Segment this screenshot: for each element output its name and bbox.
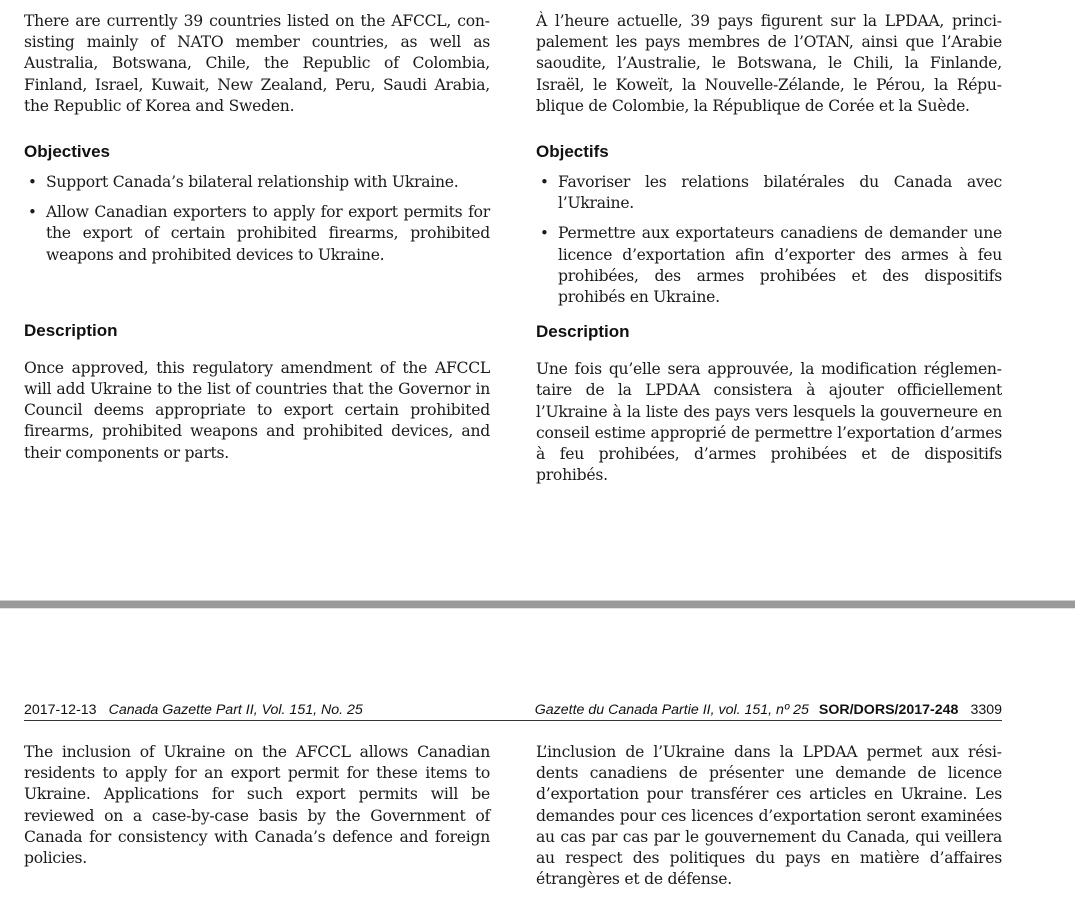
bullet-icon: • <box>540 224 549 243</box>
english-column-lower <box>24 742 490 869</box>
gazette-title-fr: Gazette du Canada Partie II, vol. 151, nº 25 <box>534 702 809 718</box>
objectives-list-fr <box>536 172 1002 308</box>
french-column-upper <box>536 11 1002 486</box>
registration-number: SOR/DORS/2017-248 <box>818 702 959 718</box>
inclusion-paragraph-fr: L’inclusion de l’Ukraine dans la LPDAA permet aux résidents canadiens de présenter une demande de licence d’exportation pour transférer ces articles en Ukraine. Les demandes pour ces licences d’exportation seront examinées au cas par cas par le gouvernement du Canada, qui veillera au respect des politiques du pays en matière d’affaires étrangères et de défense. <box>536 743 1002 889</box>
objective-text: Favoriser les relations bilatérales du Canada avec l’Ukraine. <box>558 173 1002 213</box>
gazette-title-en: Canada Gazette Part II, Vol. 151, No. 25 <box>108 702 363 718</box>
english-column-upper <box>24 11 490 464</box>
inclusion-paragraph-en: The inclusion of Ukraine on the AFCCL allows Canadian residents to apply for an export permit for these items to Ukraine. Applications for such export permits will be reviewed on a case-by-case basis by the Government of Canada for consistency with Canada’s defence and foreign policies. <box>24 743 490 868</box>
intro-paragraph-fr: À l’heure actuelle, 39 pays figurent sur la LPDAA, principalement les pays membres de l’OTAN, ainsi que l’Arabie saoudite, l’Australie, le Botswana, le Chili, la Finlande, Israël, le Koweït, la Nouvelle-Zélande, le Pérou, la République de Colombie, la République de Corée et la Suède. <box>536 12 1002 115</box>
objective-text: Allow Canadian exporters to apply for export permits for the export of certain prohibited firearms, prohibited weapons and prohibited devices to Ukraine. <box>46 203 490 264</box>
objective-item <box>24 202 490 266</box>
objective-item <box>536 223 1002 308</box>
running-header <box>24 700 1002 721</box>
bullet-icon: • <box>540 173 549 192</box>
intro-paragraph-en: There are currently 39 countries listed on the AFCCL, consisting mainly of NATO member countries, as well as Australia, Botswana, Chile, the Republic of Colombia, Finland, Israel, Kuwait, New Zealand, Peru, Saudi Arabia, the Republic of Korea and Sweden. <box>24 12 490 115</box>
running-header-right <box>535 700 1002 720</box>
description-paragraph-fr: Une fois qu’elle sera approuvée, la modification réglementaire de la LPDAA consistera à ajouter officiellement l’Ukraine à la liste des pays vers lesquels la gouverneure en conseil estime approprié de permettre l’exportation d’armes à feu prohibées, d’armes prohibées et de dispositifs prohibés. <box>536 360 1002 485</box>
description-heading-en: Description <box>24 320 118 340</box>
running-header-left <box>24 700 363 720</box>
objectives-heading-fr: Objectifs <box>536 142 609 162</box>
bullet-icon: • <box>28 173 37 192</box>
objective-text: Support Canada’s bilateral relationship with Ukraine. <box>46 173 459 192</box>
page-number: 3309 <box>970 702 1002 718</box>
objectives-heading-en: Objectives <box>24 142 110 162</box>
page-break-separator <box>0 600 1075 609</box>
description-heading-fr: Description <box>536 322 630 342</box>
publication-date: 2017-12-13 <box>24 702 97 718</box>
objective-text: Permettre aux exportateurs canadiens de demander une licence d’exportation afin d’exporter des armes à feu prohibées, des armes prohibées et des dispositifs prohibés en Ukraine. <box>558 224 1002 307</box>
objective-item <box>24 172 490 193</box>
objectives-list-en <box>24 172 490 266</box>
description-paragraph-en: Once approved, this regulatory amendment of the AFCCL will add Ukraine to the list of countries that the Governor in Council deems appropriate to export certain prohibited firearms, prohibited weapons and prohibited devices, and their components or parts. <box>24 358 490 462</box>
french-column-lower <box>536 742 1002 890</box>
objective-item <box>536 172 1002 214</box>
bullet-icon: • <box>28 203 37 222</box>
